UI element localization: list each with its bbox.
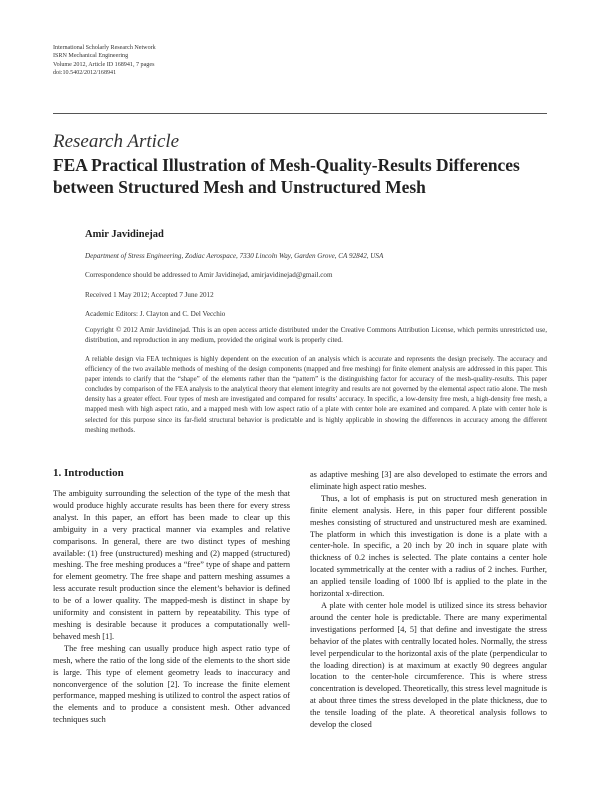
copyright-notice: Copyright © 2012 Amir Javidinejad. This is an open access article distributed under the Creative Commons Attribution License, which permits unrestricted use, distribution, and reproduction in any medium, provided the original work is properly cited. bbox=[85, 326, 547, 344]
journal-subname: ISRN Mechanical Engineering bbox=[53, 53, 129, 60]
academic-editors: Academic Editors: J. Clayton and C. Del Vecchio bbox=[85, 310, 226, 318]
author-name: Amir Javidinejad bbox=[85, 229, 164, 240]
paragraph: as adaptive meshing [3] are also developed to estimate the errors and eliminate high aspect ratio meshes. bbox=[310, 470, 547, 491]
paragraph: The ambiguity surrounding the selection of the type of the mesh that would produce highly accurate results has been there for every stress analyst. In this paper, an effort has been made to clear up this ambiguity in a very practical manner via examples and relative comparisons. In general, there are two distinct types of meshing available: (1) free (unstructured) meshing and (2) mapped (structured) meshing. The free meshing produces a “free” type of shape and pattern for element geometry. The free shape and pattern meshing assumes a less accurate result production since the element’s behavior is defined to be of a lower quality. The mapped-mesh is distinct in shape by uniformity and consistent in pattern by repeatability. This type of meshing is desirable because it produces a computationally well-behaved mesh [1]. bbox=[53, 489, 290, 641]
paragraph: The free meshing can usually produce high aspect ratio type of mesh, where the ratio of the long side of the elements to the short side is large. This type of element geometry leads to inaccuracy and nonconvergence of the solution [2]. To increase the finite element performance, mapped meshing is utilized to control the aspect ratios of the elements and to produce a consistent mesh. Other advanced techniques such bbox=[53, 643, 290, 725]
affiliation: Department of Stress Engineering, Zodiac Aerospace, 7330 Lincoln Way, Garden Grove, CA 92842, USA bbox=[85, 252, 384, 260]
paragraph: A plate with center hole model is utilized since its stress behavior around the center hole is predictable. There are many experimental investigations performed [4, 5] that define and investigate the stress behavior of the plates with centrally located holes. Normally, the stress level perpendicular to the horizontal axis of the plate (perpendicular to the loading direction) is at maximum at exactly 90 degrees angular location to the center-hole circumference. This is where stress concentration is developed. Theoretically, this stress level magnitude is at about three times the stress developed in the plate thickness, due to the tensile loading of the plate. A theoretical analysis follows to develop the closed bbox=[310, 600, 547, 730]
paper-title bbox=[53, 155, 553, 198]
article-type: Research Article bbox=[53, 131, 180, 152]
journal-header bbox=[53, 44, 353, 77]
journal-volume: Volume 2012, Article ID 168941, 7 pages bbox=[53, 61, 155, 68]
paragraph: Thus, a lot of emphasis is put on structured mesh generation in finite element analysis. Here, in this paper four different possible meshes consisting of structured and unstructured mesh are examined. The platform in which this investigation is done is a plate with a center-hole. In specific, a 20 inch by 20 inch in square plate with thickness of 0.2 inches is selected. The plate contains a center hole located symmetrically at the center with a radius of 2 inches. Further, an applied tensile loading of 1000 lbf is applied to the plate in the horizontal x-direction. bbox=[310, 493, 547, 599]
header-divider bbox=[53, 113, 547, 114]
journal-name: International Scholarly Research Network bbox=[53, 45, 156, 51]
left-column bbox=[53, 467, 290, 726]
correspondence: Correspondence should be addressed to Amir Javidinejad, amirjavidinejad@gmail.com bbox=[85, 271, 333, 279]
dates: Received 1 May 2012; Accepted 7 June 2012 bbox=[85, 291, 214, 299]
abstract: A reliable design via FEA techniques is highly dependent on the execution of an analysis which is accurate and represents the design precisely. The accuracy and efficiency of the two available methods of meshing of the design components (mapped and free meshing) for finite element analysis are addressed in this paper. This paper intends to clarify that the “shape” of the elements rather than the “pattern” is the distinguishing factor for accuracy of the mesh-quality-results. This paper concludes by comparison of the FEA analysis to the analytical theory that element integrity and results are not governed by the elemental aspect ratio alone. The mesh density has a greater effect. Four types of mesh are investigated and compared for results’ accuracy. In specific, a low-density free mesh, a high-density free mesh, a mapped mesh with high aspect ratio, and a mapped mesh with low aspect ratio of a plate with center hole are examined and compared. A plate with center hole is selected for this purpose since its far-field structural behavior is predictable and is highly applicable in showing the differences in accuracy among the different meshing methods. bbox=[85, 356, 547, 434]
title-line-2: between Structured Mesh and Unstructured Mesh bbox=[53, 176, 426, 197]
right-column bbox=[310, 469, 547, 731]
journal-doi: doi:10.5402/2012/168941 bbox=[53, 69, 117, 76]
title-line-1: FEA Practical Illustration of Mesh-Quality-Results Differences bbox=[53, 155, 520, 175]
section-heading: 1. Introduction bbox=[53, 467, 124, 479]
